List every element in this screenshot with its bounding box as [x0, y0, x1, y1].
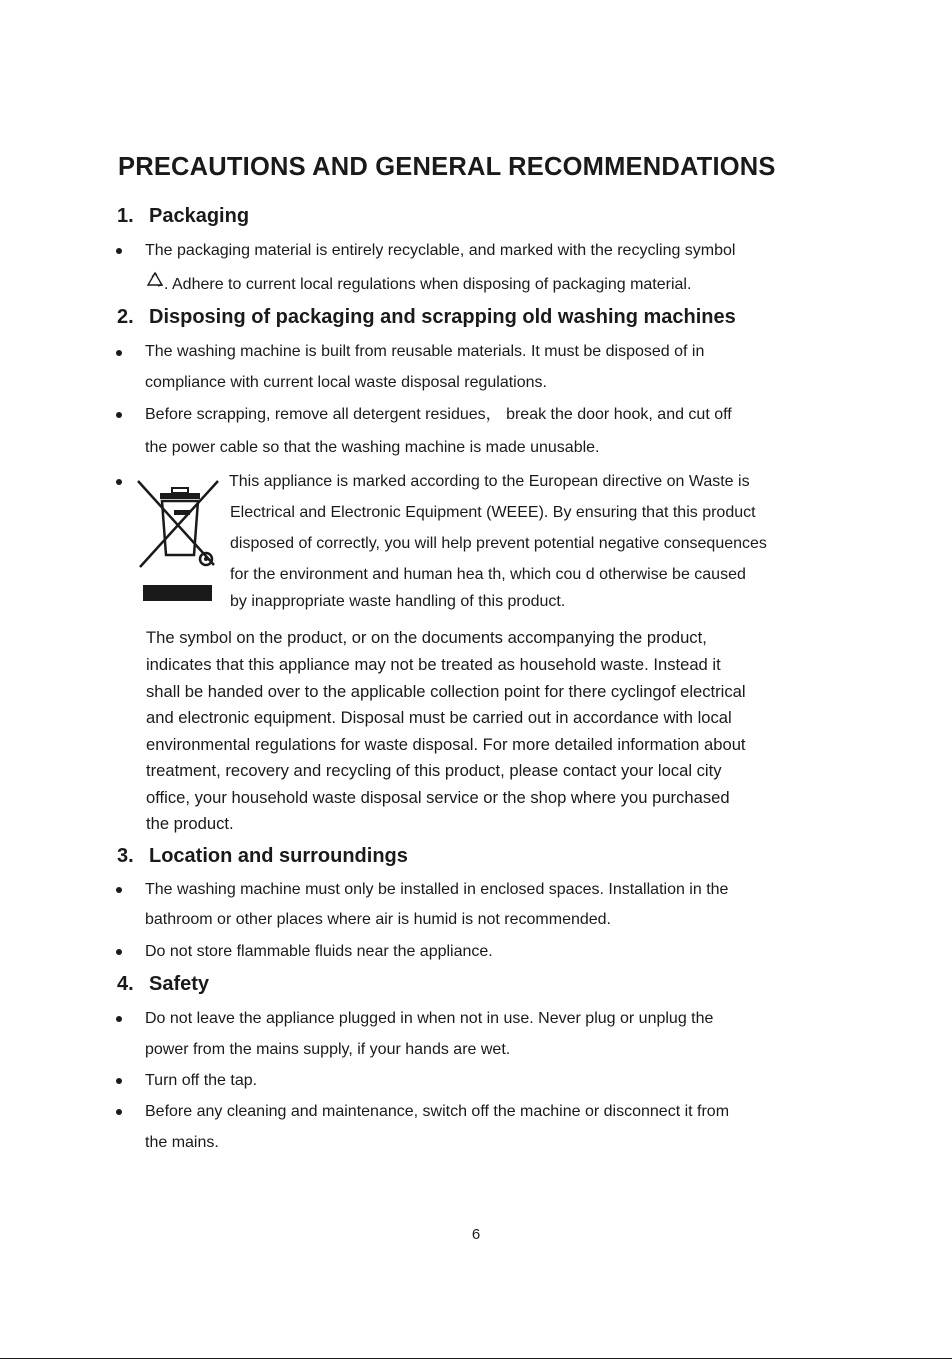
- text-line: Before scrapping, remove all detergent residues， break the door hook, and cut off: [145, 406, 732, 423]
- bullet: [116, 412, 122, 418]
- recycle-icon: [145, 271, 165, 289]
- text-line: The washing machine must only be installed in enclosed spaces. Installation in the: [145, 881, 729, 898]
- text-line: Before any cleaning and maintenance, switch off the machine or disconnect it from: [145, 1103, 730, 1120]
- page-title: PRECAUTIONS AND GENERAL RECOMMENDATIONS: [118, 153, 776, 181]
- section-heading-disposing: [117, 306, 736, 329]
- section-number: 4.: [117, 973, 134, 995]
- section-heading-location: [117, 845, 408, 868]
- paragraph-line: treatment, recovery and recycling of this product, please contact your local city: [146, 761, 722, 780]
- section-number: 1.: [117, 205, 134, 227]
- section-title: Packaging: [149, 205, 250, 227]
- text-line: for the environment and human hea th, which cou d otherwise be caused: [230, 566, 746, 583]
- text-line: disposed of correctly, you will help prevent potential negative consequences: [230, 535, 767, 552]
- text-line: Do not store flammable fluids near the appliance.: [145, 943, 493, 960]
- paragraph-line: office, your household waste disposal service or the shop where you purchased: [146, 788, 730, 807]
- text-line: the mains.: [145, 1134, 219, 1151]
- text-line: power from the mains supply, if your hands are wet.: [145, 1041, 511, 1058]
- paragraph-line: environmental regulations for waste disposal. For more detailed information about: [146, 735, 746, 754]
- paragraph-line: shall be handed over to the applicable collection point for there cyclingof electrical: [146, 682, 746, 701]
- section-number: 2.: [117, 306, 134, 328]
- crossed-out-wheelie-bin-icon: [134, 477, 220, 571]
- text-line: . Adhere to current local regulations when disposing of packaging material.: [164, 276, 692, 293]
- bottom-rule: [0, 1358, 952, 1359]
- text-line: Turn off the tap.: [145, 1072, 258, 1089]
- text-line: The packaging material is entirely recyclable, and marked with the recycling symbol: [145, 242, 736, 259]
- bullet: [116, 887, 122, 893]
- paragraph-line: the product.: [146, 814, 234, 833]
- section-title: Safety: [149, 973, 210, 995]
- paragraph-line: The symbol on the product, or on the documents accompanying the product,: [146, 628, 707, 647]
- section-heading-safety: [117, 973, 209, 996]
- section-number: 3.: [117, 845, 134, 867]
- bullet: [116, 350, 122, 356]
- weee-bar: [143, 585, 212, 601]
- bullet: [116, 1078, 122, 1084]
- section-title: Location and surroundings: [149, 845, 408, 867]
- bullet: [116, 248, 122, 254]
- section-heading-packaging: [117, 205, 249, 228]
- text-line: bathroom or other places where air is humid is not recommended.: [145, 911, 611, 928]
- text-line: the power cable so that the washing machine is made unusable.: [145, 439, 600, 456]
- bullet: [116, 1109, 122, 1115]
- paragraph-line: indicates that this appliance may not be treated as household waste. Instead it: [146, 655, 721, 674]
- bullet: [116, 949, 122, 955]
- paragraph-line: and electronic equipment. Disposal must be carried out in accordance with local: [146, 708, 732, 727]
- bullet: [116, 479, 122, 485]
- page-number: 6: [471, 1226, 481, 1243]
- text-line: Do not leave the appliance plugged in when not in use. Never plug or unplug the: [145, 1010, 714, 1027]
- text-line: compliance with current local waste disposal regulations.: [145, 374, 547, 391]
- text-line: The washing machine is built from reusable materials. It must be disposed of in: [145, 343, 705, 360]
- section-title: Disposing of packaging and scrapping old washing machines: [149, 306, 736, 328]
- text-line: This appliance is marked according to the European directive on Waste is: [229, 473, 750, 490]
- text-line: by inappropriate waste handling of this product.: [230, 593, 566, 610]
- text-line: Electrical and Electronic Equipment (WEEE). By ensuring that this product: [230, 504, 756, 521]
- bullet: [116, 1016, 122, 1022]
